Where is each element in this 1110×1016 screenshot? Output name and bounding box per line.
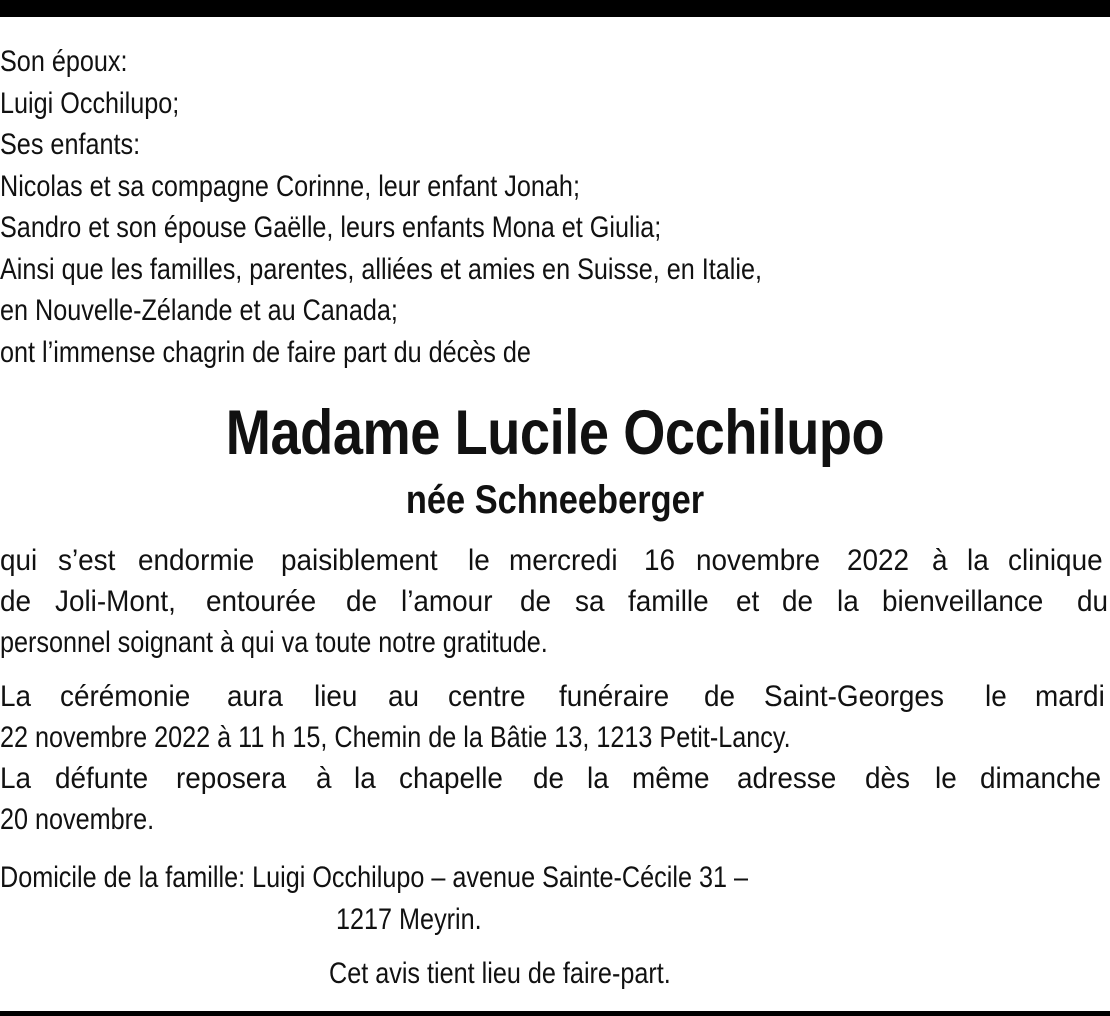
word: 2022 (847, 544, 910, 577)
intro-block (0, 41, 924, 373)
intro-line: en Nouvelle-Zélande et au Canada; (0, 294, 398, 327)
word: adresse (737, 762, 837, 795)
word: mardi (1034, 680, 1105, 713)
justified-line (0, 581, 1110, 622)
word: qui (0, 544, 38, 577)
word: centre (448, 680, 526, 713)
family-domicile-city: 1217 Meyrin. (336, 903, 482, 936)
death-notice-paragraph (0, 540, 1110, 663)
word: dès (865, 762, 911, 795)
paragraph-line: 20 novembre. (0, 803, 155, 836)
word: s’est (58, 544, 116, 577)
word: dimanche (979, 762, 1101, 795)
family-domicile: Domicile de la famille: Luigi Occhilupo – avenue Sainte-Cécile 31 – (0, 861, 749, 894)
word: reposera (176, 762, 287, 795)
intro-line: Nicolas et sa compagne Corinne, leur enfant Jonah; (0, 169, 580, 203)
word: à (931, 544, 948, 577)
word: cérémonie (60, 680, 191, 713)
word: la (966, 544, 989, 577)
word: le (984, 680, 1007, 713)
intro-line: Sandro et son épouse Gaëlle, leurs enfants Mona et Giulia; (0, 211, 662, 244)
word: la (837, 585, 859, 618)
word: lieu (314, 680, 358, 713)
word: de (782, 585, 814, 618)
word: le (935, 762, 957, 795)
word: famille (627, 585, 709, 618)
word: la (354, 762, 377, 795)
bottom-rule (0, 1011, 1110, 1016)
word: de (0, 585, 32, 618)
word: La (0, 762, 32, 795)
word: à (316, 762, 332, 795)
word: novembre (695, 544, 820, 577)
word: sa (574, 585, 605, 618)
word: du (1076, 585, 1108, 618)
justified-line (0, 758, 1110, 799)
word: défunte (54, 762, 148, 795)
word: chapelle (399, 762, 504, 795)
word: même (632, 762, 710, 795)
word: 16 (644, 544, 676, 577)
top-rule (0, 0, 1110, 17)
word: de (520, 585, 552, 618)
word: mercredi (509, 544, 618, 577)
word: de (703, 680, 735, 713)
justified-line (0, 540, 1110, 581)
word: l’amour (400, 585, 493, 618)
word: de (345, 585, 377, 618)
word: et (736, 585, 760, 618)
word: la (587, 762, 610, 795)
word: paisiblement (281, 544, 438, 577)
ceremony-paragraph (0, 676, 1110, 840)
word: le (467, 544, 490, 577)
word: Joli-Mont, (54, 585, 176, 618)
deceased-name: Madame Lucile Occhilupo (225, 398, 885, 468)
word: entourée (206, 585, 317, 618)
deceased-maiden-name: née Schneeberger (405, 478, 705, 522)
word: funéraire (558, 680, 669, 713)
word: au (387, 680, 419, 713)
paragraph-line: personnel soignant à qui va toute notre gratitude. (0, 626, 548, 659)
justified-line (0, 676, 1110, 717)
word: aura (227, 680, 284, 713)
word: bienveillance (881, 585, 1044, 618)
word: La (0, 680, 32, 713)
intro-line: Son époux: (0, 45, 128, 78)
closing-note: Cet avis tient lieu de faire-part. (329, 957, 671, 990)
intro-line: Ainsi que les familles, parentes, alliées et amies en Suisse, en Italie, (0, 252, 762, 286)
word: Saint-Georges (764, 680, 945, 713)
intro-line: Luigi Occhilupo; (0, 86, 180, 120)
word: endormie (137, 544, 255, 577)
word: de (532, 762, 564, 795)
intro-line: Ses enfants: (0, 128, 141, 161)
paragraph-line: 22 novembre 2022 à 11 h 15, Chemin de la Bâtie 13, 1213 Petit-Lancy. (0, 721, 791, 754)
intro-line: ont l’immense chagrin de faire part du décès de (0, 335, 531, 369)
word: clinique (1008, 544, 1103, 577)
